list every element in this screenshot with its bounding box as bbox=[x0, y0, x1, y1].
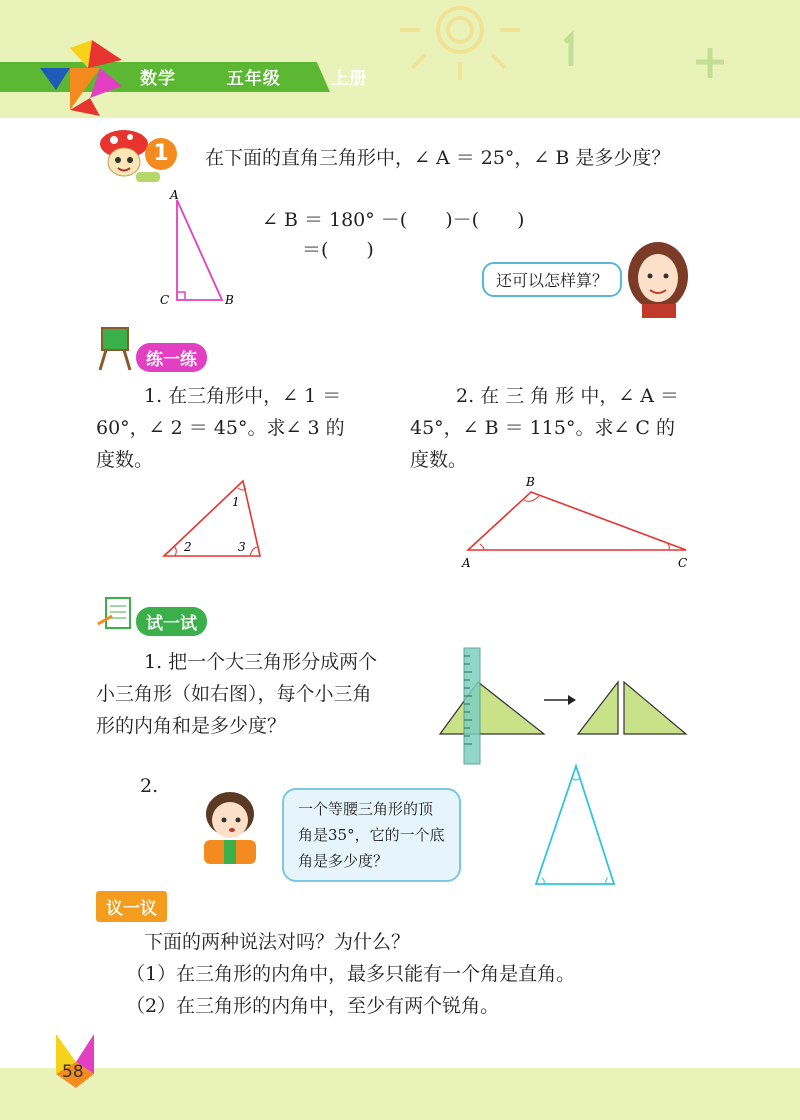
tangram-logo-icon bbox=[30, 38, 130, 116]
triangle-123-figure bbox=[158, 476, 268, 560]
arrow-right-icon bbox=[544, 695, 576, 705]
right-triangle-figure bbox=[150, 185, 260, 315]
header-title: 数学 五年级 上册 bbox=[140, 69, 368, 89]
vertex-label: B bbox=[225, 293, 234, 307]
try-q1-line3: 形的内角和是多少度？ bbox=[96, 715, 287, 737]
vertex-label: A bbox=[170, 188, 179, 202]
boy-thinking-icon bbox=[188, 782, 272, 866]
practice-q2-line2: 45°，∠ B ＝ 115°。求∠ C 的 bbox=[410, 417, 675, 439]
angle-label: 3 bbox=[238, 540, 246, 554]
speech-bubble-isosceles bbox=[282, 788, 461, 882]
try-q2-number: 2. bbox=[140, 775, 159, 797]
angle-label: 2 bbox=[184, 540, 192, 554]
bubble-line: 角是多少度？ bbox=[298, 852, 389, 870]
practice-q2-line1: 2. 在 三 角 形 中，∠ A ＝ bbox=[456, 385, 680, 407]
try-q1-line1: 1. 把一个大三角形分成两个 bbox=[144, 651, 378, 673]
notepad-icon bbox=[96, 594, 136, 634]
page-number: 58 bbox=[62, 1062, 84, 1082]
vertex-label: A bbox=[462, 556, 471, 570]
practice-q1-line3: 度数。 bbox=[96, 449, 154, 471]
split-triangle-figure bbox=[436, 644, 692, 768]
example-question: 在下面的直角三角形中，∠ A ＝ 25°，∠ B 是多少度？ bbox=[205, 147, 671, 169]
discuss-item-2: （2）在三角形的内角中，至少有两个锐角。 bbox=[126, 995, 500, 1017]
formula-line-1: ∠ B ＝ 180° －( )－( ) bbox=[262, 209, 525, 231]
speech-bubble: 还可以怎样算？ bbox=[482, 262, 622, 297]
try-q1-line2: 小三角形（如右图），每个小三角 bbox=[96, 683, 372, 705]
discuss-item-1: （1）在三角形的内角中，最多只能有一个角是直角。 bbox=[126, 963, 576, 985]
bubble-line: 角是35°，它的一个底 bbox=[298, 826, 445, 844]
sun-doodle-icon bbox=[380, 0, 800, 110]
isosceles-triangle-figure bbox=[530, 758, 622, 892]
practice-q2-line3: 度数。 bbox=[410, 449, 468, 471]
ruler-icon bbox=[464, 648, 480, 764]
vertex-label: C bbox=[160, 293, 170, 307]
bottom-band bbox=[0, 1068, 800, 1120]
practice-label: 练一练 bbox=[136, 343, 207, 372]
teacher-avatar-icon bbox=[620, 238, 700, 318]
bubble-line: 一个等腰三角形的顶 bbox=[298, 800, 434, 818]
discuss-intro: 下面的两种说法对吗？为什么？ bbox=[144, 931, 411, 953]
easel-icon bbox=[96, 322, 136, 372]
practice-q1-line2: 60°，∠ 2 ＝ 45°。求∠ 3 的 bbox=[96, 417, 345, 439]
formula-line-2: ＝( ) bbox=[302, 239, 374, 261]
example-number-badge: 1 bbox=[145, 138, 177, 170]
triangle-abc-figure bbox=[456, 472, 696, 572]
angle-label: 1 bbox=[232, 495, 240, 509]
try-label: 试一试 bbox=[136, 607, 207, 636]
vertex-label: B bbox=[526, 475, 535, 489]
practice-q1-line1: 1. 在三角形中，∠ 1 ＝ bbox=[144, 385, 342, 407]
discuss-label: 议一议 bbox=[96, 891, 167, 922]
vertex-label: C bbox=[678, 556, 688, 570]
